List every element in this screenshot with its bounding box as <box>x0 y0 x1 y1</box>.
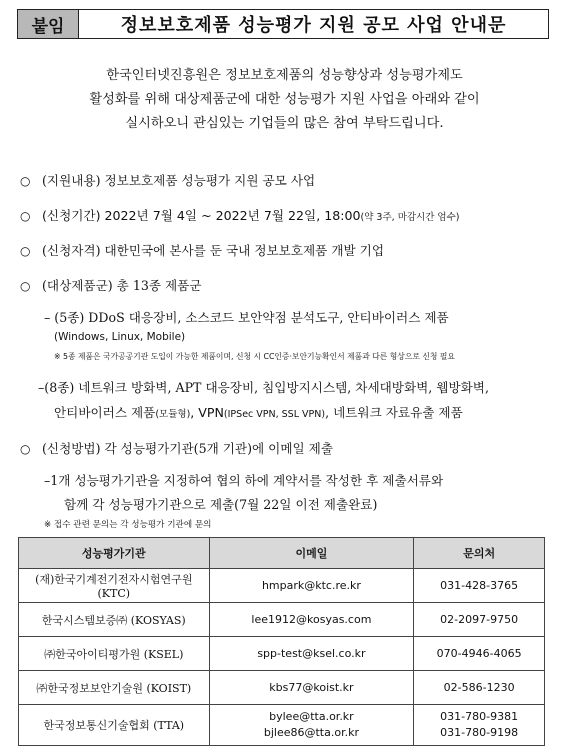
email-link[interactable]: bjlee86@tta.or.kr <box>263 726 359 739</box>
intro-line-1: 한국인터넷진흥원은 정보보호제품의 성능향상과 성능평가제도 <box>106 68 463 83</box>
phone-number: 031-780-9198 <box>440 726 519 739</box>
table-row <box>19 637 545 671</box>
group2-text-c: , VPN <box>190 405 224 420</box>
item-content-text: (지원내용) 정보보호제품 성능평가 지원 공모 사업 <box>42 173 316 188</box>
item-targets-text: (대상제품군) 총 13종 제품군 <box>42 278 202 293</box>
phone-cell: 031-428-3765 <box>414 569 545 603</box>
item-eligibility-text: (신청자격) 대한민국에 본사를 둔 국내 정보보호제품 개발 기업 <box>42 243 384 258</box>
table-row <box>19 671 545 705</box>
targets-group1-note: ※ 5종 제품은 국가공공기관 도입이 가능한 제품이며, 신청 시 CC인증·보안기능확인서 제품과 다른 형상으로 신청 필요 <box>54 352 455 361</box>
phone-cell <box>414 705 545 746</box>
group2-text-e: , 네트워크 자료유출 제품 <box>325 405 463 420</box>
column-header-phone: 문의처 <box>414 538 545 569</box>
method-note: ※ 접수 관련 문의는 각 성능평가 기관에 문의 <box>44 520 212 530</box>
group2-text-d: (IPSec VPN, SSL VPN) <box>223 409 326 420</box>
group2-text-b: (모듈형) <box>155 409 191 420</box>
phone-number: 031-780-9381 <box>440 710 519 723</box>
table-header-row <box>19 538 545 569</box>
column-header-email: 이메일 <box>209 538 414 569</box>
org-cell: 한국정보통신기술협회 (TTA) <box>19 705 210 746</box>
table-row <box>19 705 545 746</box>
targets-group1-line2: (Windows, Linux, Mobile) <box>54 331 186 343</box>
bullet-icon: ○ <box>20 174 31 188</box>
page-title: 정보보호제품 성능평가 지원 공모 사업 안내문 <box>120 15 507 36</box>
intro-paragraph <box>0 64 569 136</box>
group2-text-a: 안티바이러스 제품 <box>54 405 156 420</box>
item-period <box>20 205 459 224</box>
column-header-org: 성능평가기관 <box>19 538 210 569</box>
phone-cell: 02-2097-9750 <box>414 603 545 637</box>
attachment-tag: 붙임 <box>18 10 79 38</box>
org-cell: ㈜한국아이티평가원 (KSEL) <box>19 637 210 671</box>
targets-group2-line1: –(8종) 네트워크 방화벽, APT 대응장비, 침입방지시스템, 차세대방화벽, 웹방화벽, <box>38 380 489 395</box>
targets-group1-line1: – (5종) DDoS 대응장비, 소스코드 보안약점 분석도구, 안티바이러스 제품 <box>44 310 449 325</box>
email-cell[interactable]: hmpark@ktc.re.kr <box>209 569 414 603</box>
item-content <box>20 170 315 189</box>
bullet-icon: ○ <box>20 209 31 223</box>
item-eligibility <box>20 240 384 259</box>
table-row <box>19 603 545 637</box>
title-box <box>17 9 549 39</box>
org-cell: ㈜한국정보보안기술원 (KOIST) <box>19 671 210 705</box>
org-cell: (재)한국기계전기전자시험연구원 (KTC) <box>19 569 210 603</box>
item-period-note: (약 3주, 마감시간 엄수) <box>360 212 460 223</box>
item-method-text: (신청방법) 각 성능평가기관(5개 기관)에 이메일 제출 <box>42 441 333 456</box>
email-cell[interactable]: lee1912@kosyas.com <box>209 603 414 637</box>
email-link[interactable]: bylee@tta.or.kr <box>269 710 354 723</box>
method-line1: –1개 성능평가기관을 지정하여 협의 하에 계약서를 작성한 후 제출서류와 <box>44 473 444 488</box>
bullet-icon: ○ <box>20 442 31 456</box>
intro-line-2: 활성화를 위해 대상제품군에 대한 성능평가 지원 사업을 아래와 같이 <box>89 92 480 107</box>
targets-group2-line2 <box>54 402 463 421</box>
bullet-icon: ○ <box>20 244 31 258</box>
org-cell: 한국시스템보증㈜ (KOSYAS) <box>19 603 210 637</box>
intro-line-3: 실시하오니 관심있는 기업들의 많은 참여 부탁드립니다. <box>125 116 444 131</box>
email-cell[interactable]: kbs77@koist.kr <box>209 671 414 705</box>
bullet-icon: ○ <box>20 279 31 293</box>
item-period-text: (신청기간) 2022년 7월 4일 ~ 2022년 7월 22일, 18:00 <box>42 208 361 223</box>
email-cell[interactable]: spp-test@ksel.co.kr <box>209 637 414 671</box>
phone-cell: 070-4946-4065 <box>414 637 545 671</box>
item-targets <box>20 275 202 294</box>
item-method <box>20 438 333 457</box>
method-line2: 함께 각 성능평가기관으로 제출(7월 22일 이전 제출완료) <box>64 497 378 512</box>
phone-cell: 02-586-1230 <box>414 671 545 705</box>
contact-table <box>18 537 545 746</box>
table-row <box>19 569 545 603</box>
email-cell <box>209 705 414 746</box>
